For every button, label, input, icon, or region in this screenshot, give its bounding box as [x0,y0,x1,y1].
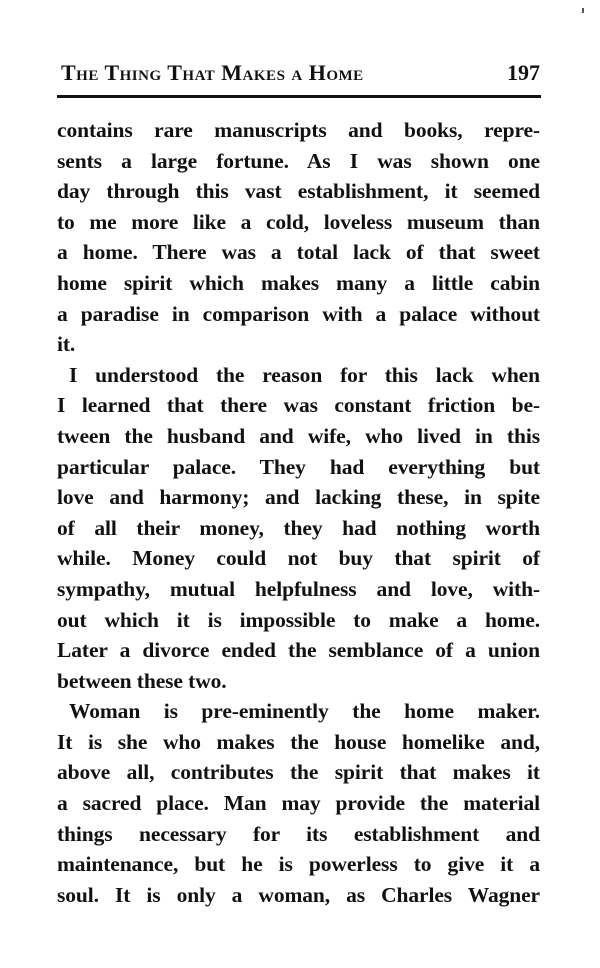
text-line: soul. It is only a woman, as Charles Wagner [57,882,540,907]
text-line: above all, contributes the spirit that makes it [57,760,540,785]
page-body [57,115,540,910]
text-line: things necessary for its establishment and [57,821,540,846]
text-line: maintenance, but he is powerless to give it a [57,852,540,877]
text-line: I learned that there was constant friction be- [57,393,540,418]
text-line: I understood the reason for this lack when [69,362,540,387]
text-line: tween the husband and wife, who lived in this [57,423,540,448]
text-line: Later a divorce ended the semblance of a union [57,638,540,663]
text-line: between these two. [57,668,227,693]
text-line: out which it is impossible to make a home. [57,607,540,632]
paragraph [57,696,540,910]
text-line: a home. There was a total lack of that sweet [57,240,540,265]
text-line: particular palace. They had everything but [57,454,540,479]
text-line: of all their money, they had nothing worth [57,515,540,540]
paragraph [57,360,540,697]
text-line: it. [57,332,76,357]
text-line: home spirit which makes many a little cabin [57,270,540,295]
text-line: sents a large fortune. As I was shown one [57,148,540,173]
header-rule [57,95,541,98]
running-header [57,60,540,86]
text-line: a sacred place. Man may provide the material [57,791,540,816]
text-line: It is she who makes the house homelike and, [57,729,540,754]
text-line: day through this vast establishment, it seemed [57,179,540,204]
running-title: The Thing That Makes a Home [61,60,364,85]
text-line: love and harmony; and lacking these, in spite [57,485,540,510]
text-line: to me more like a cold, loveless museum than [57,209,540,234]
text-line: contains rare manuscripts and books, repre- [57,118,540,142]
text-line: Woman is pre-eminently the home maker. [69,699,540,724]
text-line: sympathy, mutual helpfulness and love, with- [57,576,540,601]
scan-speck [582,8,584,13]
paragraph [57,115,540,360]
page-number: 197 [507,60,540,85]
text-line: while. Money could not buy that spirit of [57,546,540,571]
text-line: a paradise in comparison with a palace without [57,301,540,326]
